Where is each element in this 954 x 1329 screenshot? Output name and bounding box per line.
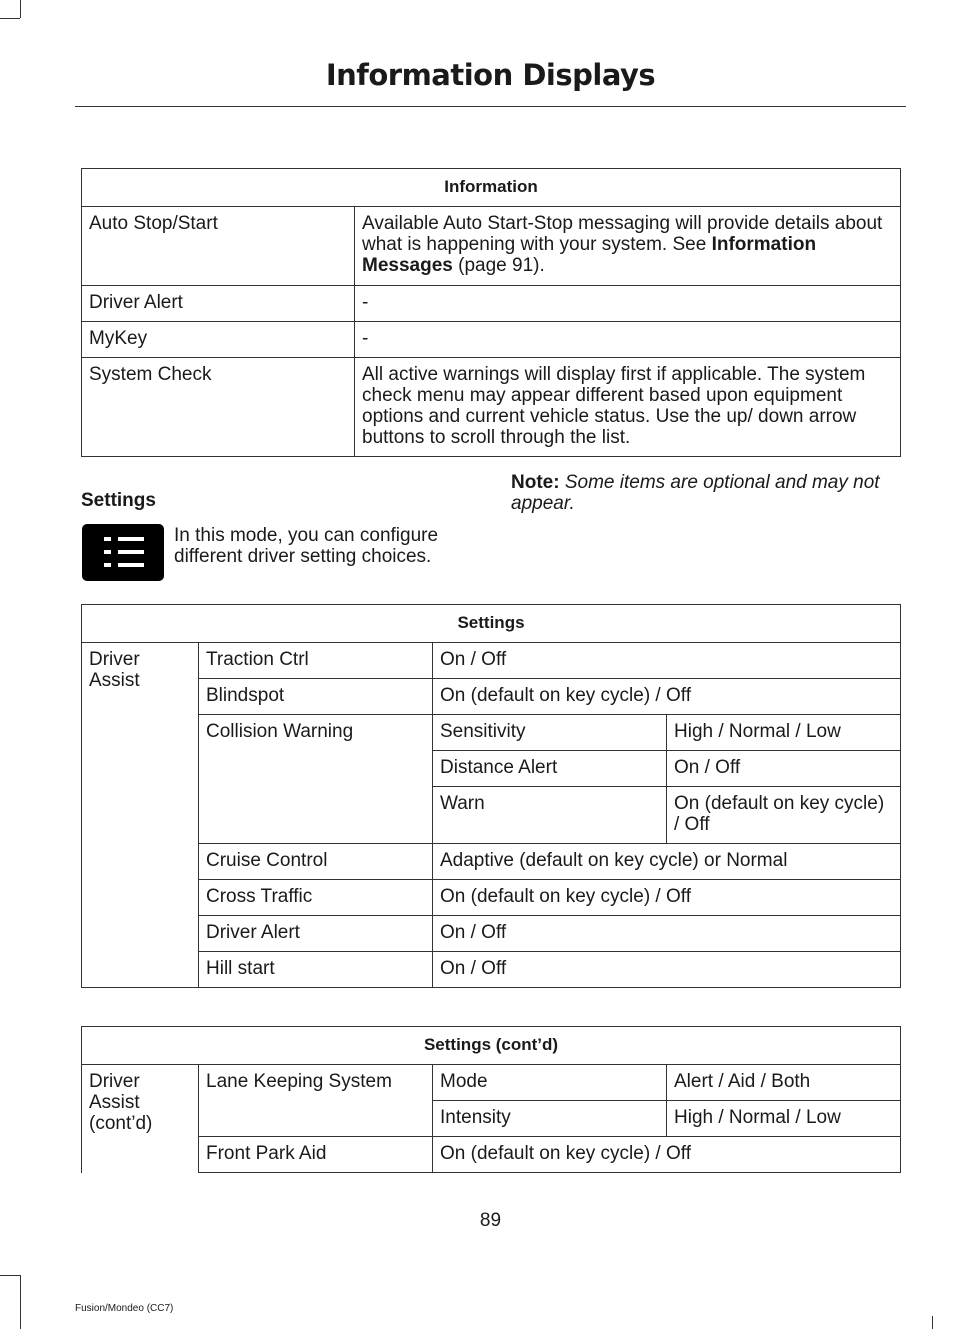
value-cell: On (default on key cycle) / Off [433,679,901,715]
crop-mark [0,1275,20,1276]
value-cell: On (default on key cycle) / Off [667,787,901,844]
note-label: Note: [511,472,560,493]
page-reference: (page 91). [452,255,545,276]
option-cell: Warn [433,787,667,844]
description-cell: All active warnings will display first if applicable. The system check menu may appear different based upon equipment options and current vehicle status. Use the up/ down arrow buttons to scroll through the list. [355,358,901,457]
option-cell: Intensity [433,1101,667,1137]
table-row [82,207,901,286]
item-cell: MyKey [82,322,355,358]
item-cell: Lane Keeping System [199,1065,433,1137]
footer-model: Fusion/Mondeo (CC7) [75,1303,174,1314]
crop-mark [20,1275,21,1329]
settings-heading: Settings [81,490,156,511]
item-cell: System Check [82,358,355,457]
value-cell: On / Off [433,952,901,988]
table-row [82,715,901,751]
item-cell: Traction Ctrl [199,643,433,679]
value-cell: On / Off [667,751,901,787]
group-cell: Driver Assist (cont’d) [82,1065,199,1173]
page-number: 89 [479,1210,502,1231]
option-cell: Mode [433,1065,667,1101]
table-row [82,880,901,916]
settings-list-icon [82,524,164,581]
table-heading: Settings (cont’d) [82,1027,901,1065]
title-divider [75,106,906,107]
page-title: Information Displays [325,58,656,92]
item-cell: Collision Warning [199,715,433,844]
table-row [82,916,901,952]
value-cell: Adaptive (default on key cycle) or Normal [433,844,901,880]
table-row [82,286,901,322]
table-heading: Information [82,169,901,207]
value-cell: High / Normal / Low [667,715,901,751]
table-row [82,952,901,988]
settings-intro-text: In this mode, you can configure different driver setting choices. [174,525,439,567]
item-cell: Cross Traffic [199,880,433,916]
group-cell: Driver Assist [82,643,199,988]
crop-mark [0,18,20,19]
cross-reference-link[interactable]: Information Messages [362,234,817,276]
item-cell: Front Park Aid [199,1137,433,1173]
item-cell: Cruise Control [199,844,433,880]
table-row [82,358,901,457]
value-cell: On (default on key cycle) / Off [433,880,901,916]
item-cell: Driver Alert [199,916,433,952]
value-cell: On (default on key cycle) / Off [433,1137,901,1173]
information-table [81,168,901,457]
table-row [82,322,901,358]
crop-mark [20,0,21,18]
settings-contd-table [81,1026,901,1173]
crop-mark [932,1316,933,1329]
value-cell: High / Normal / Low [667,1101,901,1137]
table-row [82,844,901,880]
description-cell: - [355,286,901,322]
table-row [82,643,901,679]
description-text: Available Auto Start-Stop messaging will provide details about what is happening with your system. See [362,213,883,255]
option-cell: Sensitivity [433,715,667,751]
option-cell: Distance Alert [433,751,667,787]
note [511,472,901,514]
settings-table [81,604,901,988]
table-heading: Settings [82,605,901,643]
value-cell: Alert / Aid / Both [667,1065,901,1101]
item-cell: Auto Stop/Start [82,207,355,286]
item-cell: Hill start [199,952,433,988]
note-text: Some items are optional and may not appear. [511,472,880,514]
description-cell [355,207,901,286]
value-cell: On / Off [433,643,901,679]
table-row [82,679,901,715]
item-cell: Blindspot [199,679,433,715]
table-row [82,1137,901,1173]
value-cell: On / Off [433,916,901,952]
item-cell: Driver Alert [82,286,355,322]
table-row [82,1065,901,1101]
description-cell: - [355,322,901,358]
